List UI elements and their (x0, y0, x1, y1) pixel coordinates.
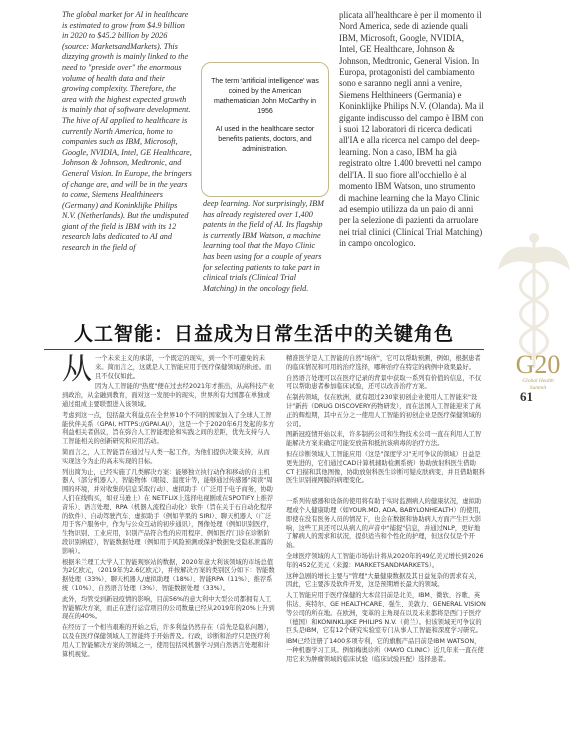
zh-right-paragraph: 一系列传感器和设备的使用将有助于实时监测病人的健康状况，虚拟助理或个人健康助理（如YOUR.MD, ADA, BABYLONHEALTH）的使用，即使在没有医务人员的情况下，也会在数据和协助病人方面产生巨大影响，这些工具还可以从病人的声音中"捕捉"信息，并通过NLP，更好地了解病人的需求和状况，提供适当和个性化的护理，但这仅仅是个开始。 (286, 498, 485, 550)
g20-subtitle: Global Health Summit (522, 378, 554, 391)
chinese-column-right (286, 355, 486, 667)
zh-right-paragraph: 人工智能应用于医疗保健的大本营目前是北美，IBM、微软、谷歌、英伟达、英特尔、GE HEALTHCARE、强生、美敦力、GENERAL VISION 等公司的所在地。在欧洲，变革的主角现在以及未来都将是西门子医疗（德国）和KONINKLIJKE PHILIPS N.V.（荷兰）。但该领域无可争议的巨头是IBM，它有12个研究实验室专门从事人工智能和深度学习研究。 (286, 592, 486, 635)
paragraph-gap (286, 488, 486, 498)
zh-right-paragraph: 但在诊断领域人工智能应用（这是"深度学习"无可争议的领域）日益是更先进的，它们通过CAD计算机辅助检测系统）协助放射科医生借助 CT 扫描和其他图像，协助放射科医生诊断可疑皮肤病变，并且借助眼科医生识别视网膜的病理变化。 (286, 450, 486, 485)
g20-title: G20 (515, 350, 561, 379)
g20-logo (503, 352, 573, 392)
zh-left-paragraph: 考虑到这一点，包括最大利益点在全世界10个不同的国家加入了全球人工智能伙伴关系（GPAI, HTTPS://GPAI.AI/），这是一个于2020年6月发起的多方利益相关者倡议，旨在弥合人工智能理论和实践之间的差距，优先支持与人工智能相关的创新研究和应用活动。 (62, 411, 275, 446)
zh-left-paragraph: 在经历了一个相当艰难的开始之后，许多利益仍然存在（首先是隐私问题），以及在医疗保健领域人工智能终于开始普及。行政，诊断和治疗只是医疗利用人工智能解决方案的领域之一，使用包括风机器学习到自然语言处理和计算机视觉。 (62, 624, 273, 658)
zh-left-paragraph: 一个未来主义的承诺，一个既定的现实，到一个不可避免的未来。简而言之，这就是人工智能应用于医疗保健领域的轨迹。而且不仅仅如此。 (95, 355, 272, 380)
zh-left-paragraph: 列出简为止，已经实施了几类解决方案：能够独立执行动作和移动的自主机器人（部分机器人）、智能物体（眼镜、温度计等，能够通过传感器"阅读"周围的环境，并对收集的信息采取行动）、虚拟助手（广泛用于电子商务，协助人们在线购买，如亚马逊上）在 NETFLIX上选择电视剧或在SPOTIFY上推荐音乐）、语言处理、RPA（机器人流程自动化）软件（旨在关于石自动化程序的软件）、自动驾驶汽车、虚拟助手（例如苹果的 SIRI）、聊天机器人（广泛用于客户服务中，作为与公众互动的初步通讯），图像处理（例如识别医疗，生物识别、工业应用，识别产品符合性的应用程序、例如医疗门诊在诊断阶段识别病症），智能数据处理（例如用于风险预测或保护数据免受隐私泄露的影响）。 (62, 468, 274, 555)
article-headline: 人工智能：日益成为日常生活中的关键角色 (73, 323, 454, 345)
page-number: 61 (520, 389, 533, 404)
italian-column: plicata all'healthcare è per il momento il Nord America, sede di aziende quali IBM, Microsoft, Google, NVIDIA, Intel, GE Healthcare, Johnson & Johnson, Medtronic, General Vision. In Europa, protagonisti del cambiamento sono e saranno negli anni a venire, Siemens Helthineers (Germania) e Koninklijke Philips N.V. (Olanda). Ma il gigante indiscusso del campo è IBM con i suoi 12 laboratori di ricerca dedicati all'IA e alla ricerca nel campo del deep-learning. Non a caso, IBM ha già registrato oltre 1.400 brevetti nel campo dell'IA. Il suo fiore all'occhiello è al momento IBM Watson, uno strumento di machine learning che la Mayo Clinic ad esempio utilizza da un paio di anni per la selezione di pazienti da arruolare nei trial clinici (Clinical Trial Matching) in campo oncologico. (339, 10, 484, 249)
zh-right-paragraph: 全球医疗领域的人工智能市场估计将从2020年的49亿美元增长到2026年的452亿美元（来源：MARKETSANDMARKETS）。 (286, 552, 484, 569)
quote-callout-box (201, 62, 329, 197)
chinese-column-left (62, 352, 276, 661)
zh-right-paragraph: 这种急剧的增长主要与"管理"大量健康数据及其日益复杂的需求有关，因此，它主要涉及软件开发，这是预期增长最大的领域。 (286, 572, 481, 589)
callout-text-1: The term 'artificial intelligence' was coined by the American mathematician John McCarthy in 1956 (211, 78, 319, 115)
zh-right-paragraph: IBM已经注册了1400多项专利，它的旗舰产品目前是IBM WATSON，一种机器学习工具。例如梅奥诊所（MAYO CLINIC）近几年来一直在使用它来为肿瘤领域的临床试验（临床试验匹配）选择患者。 (286, 638, 484, 663)
caduceus-emblem-icon (496, 230, 572, 370)
zh-left-paragraph: 此外，均管受到新冠疫情的影响，目前56%的意大利中大型公司都拥有人工智能解决方案，而正在进行运营项目的公司数量已经从2019年的20%上升到现在的40%。 (62, 595, 275, 621)
headline-divider (44, 349, 484, 350)
english-column-middle-text: deep learning. Not surprisingly, IBM has already registered over 1,400 patents in the field of AI. Its flagship is currently IBM Watson, a machine learning tool that the Mayo Clinic has been using for a couple of years for selecting patients to take part in clinical trials (Clinical Trial Matching) in the oncology field. (203, 199, 324, 293)
zh-left-paragraph: 因为人工智能的"热度"便在过去经2021年才推出，从高科技产业到政治，从金融到教育，面对这一发展中的现实，世界所有大国都在单独或通过组成主要联盟进入该领域。 (62, 383, 275, 408)
zh-right-paragraph: 在制药领域，仅在欧洲，就有超过230家初创企业使用人工智能来"设计"新药（DRUG DISCOVERY药物研发），而在法国人工智能迎来了真正的辉煌期，其中五分之一使用人工智能的初创企业是医疗保健领域的公司。 (286, 394, 482, 428)
zh-left-paragraph: 简而言之，人工智能旨在通过与人类一起工作，为他们提供决策支持，从而实现这今为止的高未实现的目标。 (62, 448, 270, 465)
zh-right-paragraph: 自然语言处理可以在医疗记录的背景中获取一系列有价值的信息，不仅可以帮助患者参加临床试验，还可以改善治疗方案。 (286, 374, 482, 391)
zh-right-paragraph: 精准医学是人工智能的自然"场所"，它可以帮助预测，例如，根据患者的临床情况和可用的治疗选择，哪种治疗在特定的病例中效果最好。 (286, 355, 481, 371)
english-column-left: The global market for AI in healthcare is estimated to grow from $4.9 billion in 2020 to $45.2 billion by 2026 (source: MarketsandMarkets). This dizzying growth is mainly linked to the need to "preside over" the enormous volume of health data and their growing complexity. Therefore, the area with the highest expected growth is mainly that of software development. The hive of AI applied to healthcare is currently North America, home to companies such as IBM, Microsoft, Google, NVIDIA, Intel, GE Healthcare, Johnson & Johnson, Medtronic, and General Vision. In Europe, the bringers of change are, and will be in the years to come, Siemens Healthineers (Germany) and Koninklijke Philips N.V. (Netherlands). But the undisputed giant of the field is IBM with its 12 research labs dedicated to AI and research in the field of (62, 10, 192, 253)
zh-right-paragraph: 图新冠疫情开始以来，许多制药公司和生物技术公司一直在利用人工智能解决方案来确定可能安放苗和抵抗该病毒的治疗方法。 (286, 431, 482, 448)
callout-text-2: AI used in the healthcare sector benefits patients, doctors, and administration. (215, 126, 315, 153)
drop-cap: 从 (62, 352, 92, 387)
zh-left-paragraph: 根据米兰理工大学人工智能观察站的数据，2020年意大利该领域的市场总值为2亿欧元，（2019年为2.6亿欧元），并按解决方案的类别区分如下：智能数据处理（33%）、聊天机器人/虚拟助理（18%）、智能RPA（11%）、推荐系统（10%）、自然语言处理（3%）、智能数据处理（33%）。 (62, 558, 275, 592)
